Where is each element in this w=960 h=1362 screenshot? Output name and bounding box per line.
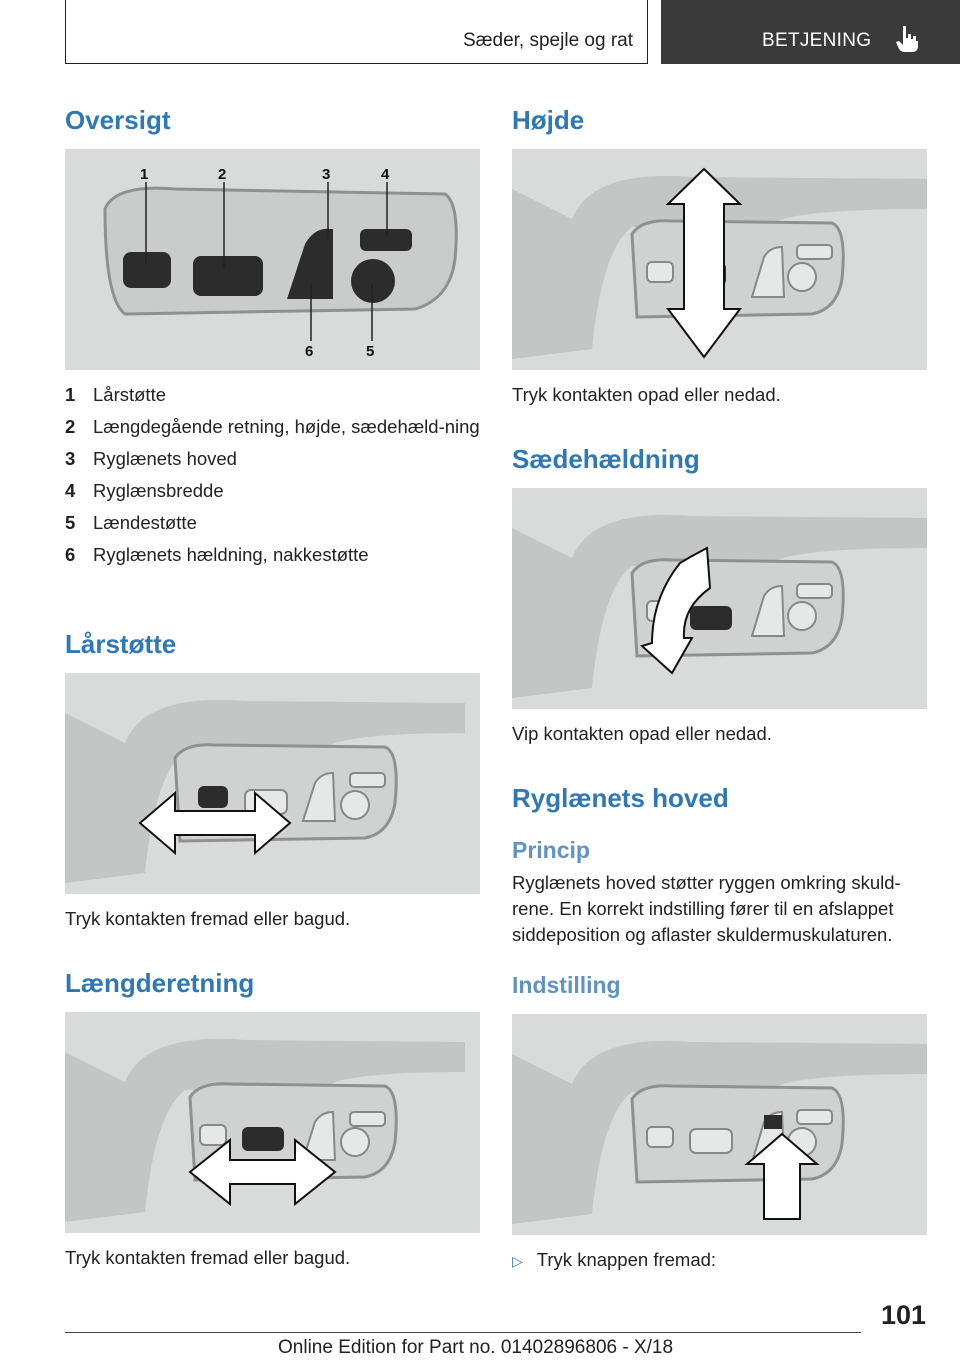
- height-figure: [512, 149, 927, 370]
- hand-pointer-icon: [894, 24, 922, 54]
- list-item: 2 Længdegående retning, højde, sædehæld-ning: [65, 416, 480, 437]
- setting-heading: Indstilling: [512, 972, 621, 998]
- thigh-support-heading: Lårstøtte: [65, 629, 177, 659]
- header-chapter-title: BETJENING: [762, 30, 872, 51]
- footer-edition: Online Edition for Part no. 01402896806 - X/18: [278, 1337, 674, 1358]
- height-heading: Højde: [512, 105, 585, 135]
- list-item: 5 Lændestøtte: [65, 512, 197, 533]
- seat-tilt-text: Vip kontakten opad eller nedad.: [512, 723, 772, 744]
- overview-heading: Oversigt: [65, 105, 171, 135]
- figure-label-4: 4: [381, 166, 390, 183]
- header-section-title: Sæder, spejle og rat: [462, 30, 633, 51]
- footer-divider: [65, 1332, 861, 1333]
- header-section-box: [65, 0, 648, 64]
- setting-figure: [512, 1014, 927, 1235]
- thigh-support-text: Tryk kontakten fremad eller bagud.: [65, 908, 351, 929]
- figure-label-5: 5: [366, 343, 375, 360]
- seat-tilt-figure: [512, 488, 927, 709]
- list-item: 4 Ryglænsbredde: [65, 480, 224, 501]
- length-text: Tryk kontakten fremad eller bagud.: [65, 1247, 351, 1268]
- principle-text: Ryglænets hoved støtter ryggen omkring skuld-rene. En korrekt indstilling fører til en afslappet siddeposition og aflaster skuldermuskulaturen.: [512, 872, 901, 945]
- overview-figure: [65, 149, 480, 370]
- list-item: ▷ Tryk knappen fremad:: [512, 1249, 717, 1270]
- length-figure: [65, 1012, 480, 1233]
- principle-heading: Princip: [512, 837, 590, 863]
- seat-tilt-heading: Sædehældning: [512, 444, 700, 474]
- figure-label-1: 1: [140, 166, 149, 183]
- thigh-support-figure: [65, 673, 480, 894]
- overview-legend-list: [65, 382, 480, 574]
- page-number: 101: [880, 1300, 926, 1330]
- figure-label-6: 6: [305, 343, 314, 360]
- figure-label-3: 3: [322, 166, 331, 183]
- backrest-head-heading: Ryglænets hoved: [512, 783, 729, 813]
- list-item: 1 Lårstøtte: [65, 384, 166, 405]
- triangle-bullet-icon: ▷: [512, 1253, 523, 1269]
- list-item: 3 Ryglænets hoved: [65, 448, 237, 469]
- figure-label-2: 2: [218, 166, 227, 183]
- height-text: Tryk kontakten opad eller nedad.: [512, 384, 781, 405]
- header-chapter-box: [661, 0, 960, 64]
- length-heading: Længderetning: [65, 968, 255, 998]
- list-item: 6 Ryglænets hældning, nakkestøtte: [65, 544, 369, 565]
